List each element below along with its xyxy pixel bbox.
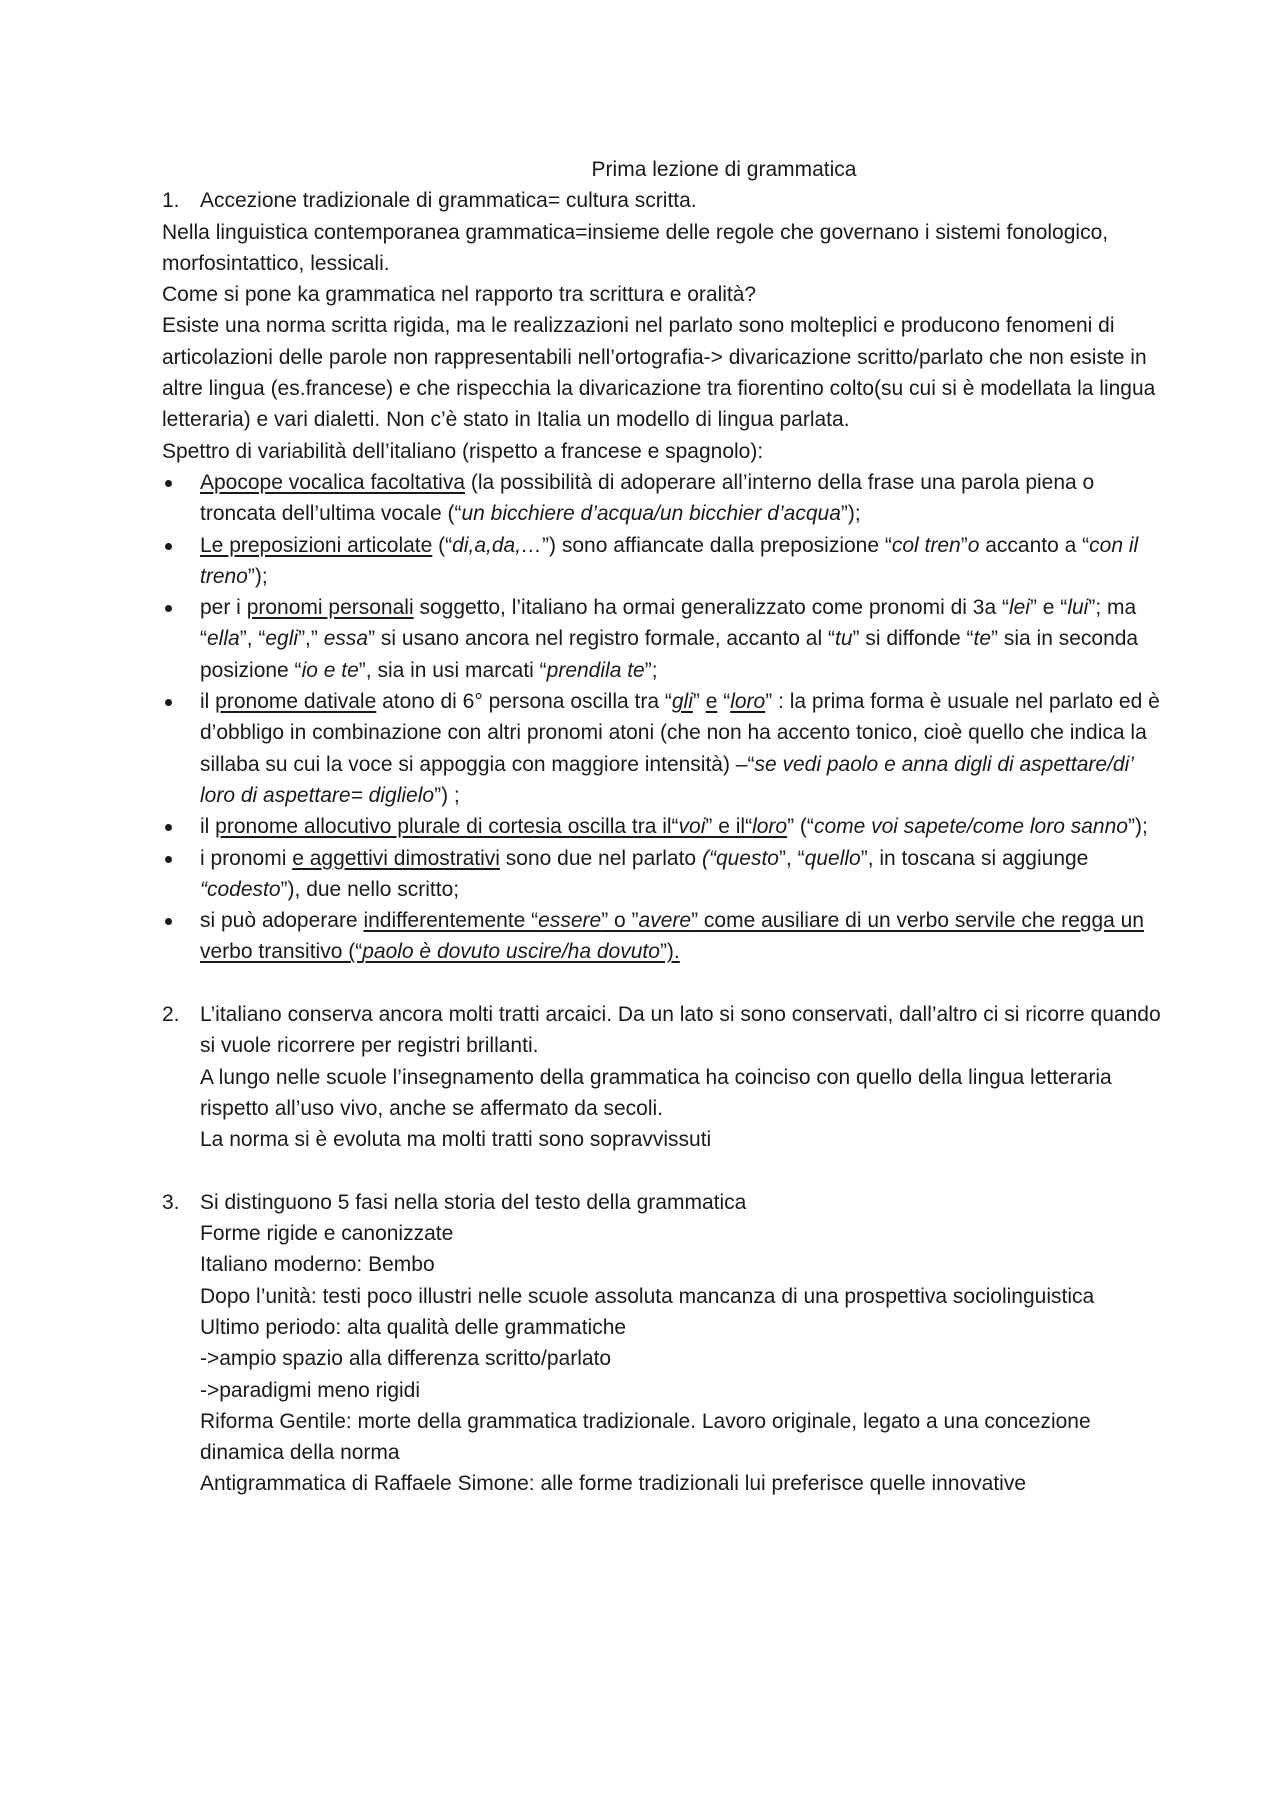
phase-line: Riforma Gentile: morte della grammatica tradizionale. Lavoro originale, legato a una concezione dinamica della norma — [200, 1409, 1091, 1465]
text-run: ” e “ — [1029, 596, 1068, 620]
phase-line: Ultimo periodo: alta qualità delle grammatiche — [200, 1315, 627, 1339]
underlined-term: ” e il“ — [705, 815, 753, 839]
underlined-italic-term: essere — [538, 909, 602, 933]
underlined-italic-example: paolo è dovuto uscire/ha dovuto — [362, 940, 660, 964]
text-run: atono di 6° persona oscilla tra “ — [376, 690, 672, 714]
text-run: si può adoperare — [200, 909, 364, 933]
bullet-icon — [162, 592, 200, 686]
text-run: ”,” — [298, 627, 324, 651]
italic-example: con il treno — [200, 533, 1139, 588]
text-run: ” — [692, 690, 706, 714]
bullet-icon — [162, 467, 200, 530]
underlined-term: Le preposizioni articolate — [200, 533, 433, 557]
text-run: i pronomi — [200, 846, 293, 870]
list-item — [162, 905, 1162, 968]
document-title: Prima lezione di grammatica — [591, 158, 857, 181]
italic-example: di,a,da,… — [452, 533, 543, 557]
underlined-term: pronome dativale — [215, 690, 377, 714]
italic-example: io e te — [301, 658, 359, 682]
phase-line: Forme rigide e canonizzate — [200, 1222, 454, 1246]
underlined-italic-term: loro — [730, 690, 766, 714]
list-item — [162, 467, 1162, 530]
bullet-icon — [162, 843, 200, 906]
phase-line: Dopo l’unità: testi poco illustri nelle scuole assoluta mancanza di una prospettiva sociolinguistica — [200, 1284, 1095, 1308]
paragraph: Esiste una norma scritta rigida, ma le realizzazioni nel parlato sono molteplici e producono fenomeni di articolazioni delle parole non rappresentabili nell’ortografia-> divaricazione scritto/parlato che non esiste in altre lingua (es.francese) e che rispecchia la divaricazione tra fiorentino colto(su cui si è modellata la lingua letteraria) e vari dialetti. Non c’è stato in Italia un modello di lingua parlata. — [162, 314, 1156, 432]
text-run: ” : la prima forma è usuale nel parlato ed è d’obbligo in combinazione con altri pronomi atoni (che non ha accento tonico, cioè quello che indica la sillaba su cui la voce si appoggia con maggiore intensità) –“ — [200, 690, 1160, 776]
italic-example: se vedi paolo e anna digli di aspettare/di’ loro di aspettare= diglielo — [200, 752, 1133, 807]
bullet-icon — [162, 686, 200, 811]
italic-example: quello — [804, 846, 861, 870]
italic-example: (“questo — [701, 846, 779, 870]
text-run: ”, sia in usi marcati “ — [358, 658, 547, 682]
list-item — [162, 592, 1162, 686]
paragraph: Nella linguistica contemporanea grammatica=insieme delle regole che governano i sistemi fonologico, morfosintattico, lessicali. — [162, 220, 1109, 275]
italic-example: o — [967, 533, 980, 557]
spacer — [162, 968, 1162, 999]
text-run: “ — [717, 690, 731, 714]
section-heading-text: Accezione tradizionale di grammatica= cultura scritta. — [200, 189, 697, 213]
section-2 — [162, 999, 1162, 1155]
text-run: ”); — [1127, 815, 1148, 839]
phase-line: Si distinguono 5 fasi nella storia del testo della grammatica — [200, 1190, 747, 1214]
underlined-italic-term: gli — [671, 690, 693, 714]
italic-example: come voi sapete/come loro sanno — [813, 815, 1128, 839]
phase-line: Italiano moderno: Bembo — [200, 1253, 435, 1277]
underlined-italic-term: avere — [638, 909, 692, 933]
list-item — [162, 811, 1162, 842]
text-run: ”) ; — [434, 783, 460, 807]
underlined-term: e aggettivi dimostrativi — [292, 846, 500, 870]
underlined-term: Apocope vocalica facoltativa — [200, 470, 465, 494]
text-run: sono due nel parlato — [499, 846, 702, 870]
italic-example: egli — [265, 627, 299, 651]
paragraph: Spettro di variabilità dell’italiano (rispetto a francese e spagnolo): — [162, 439, 764, 463]
list-item — [162, 686, 1162, 811]
underlined-term: ” o ” — [601, 909, 639, 933]
section-number: 2. — [162, 1003, 180, 1027]
italic-example: col tren — [891, 533, 961, 557]
text-run: ”; — [644, 658, 658, 682]
text-run: ”, in toscana si aggiunge — [860, 846, 1089, 870]
underlined-text-run: ”). — [659, 940, 680, 964]
phase-line: Antigrammatica di Raffaele Simone: alle forme tradizionali lui preferisce quelle innovative — [200, 1472, 1027, 1496]
section-number: 1. — [162, 189, 180, 213]
italic-example: ella — [207, 627, 240, 651]
phase-line: ->paradigmi meno rigidi — [200, 1378, 421, 1402]
italic-example: essa — [323, 627, 369, 651]
section-number: 3. — [162, 1190, 180, 1214]
text-run: soggetto, l’italiano ha ormai generalizzato come pronomi di 3a “ — [413, 596, 1009, 620]
text-run: per i — [200, 596, 247, 620]
text-run: (la possibilità di adoperare all’interno della frase una parola piena o troncata dell’ultima vocale (“ — [200, 470, 1095, 526]
text-run: ”; ma “ — [200, 596, 1137, 651]
paragraph: Come si pone ka grammatica nel rapporto tra scrittura e oralità? — [162, 283, 757, 307]
bullet-icon — [162, 811, 200, 842]
italic-example: te — [973, 627, 992, 651]
section-1-heading — [162, 185, 1162, 216]
list-item — [162, 843, 1162, 906]
underlined-italic-term: voi — [678, 815, 706, 839]
underlined-term: pronomi personali — [246, 596, 414, 620]
text-run: ”); — [247, 564, 268, 588]
text-run: ” si diffonde “ — [852, 627, 974, 651]
underlined-italic-term: loro — [752, 815, 788, 839]
text-run: ”) sono affiancate dalla preposizione “ — [542, 533, 892, 557]
italic-example: tu — [834, 627, 853, 651]
underlined-term: e — [705, 690, 718, 714]
underlined-term: ” come ausiliare — [691, 909, 846, 933]
text-run: ”); — [840, 502, 861, 526]
text-run: (“ — [432, 533, 453, 557]
list-item — [162, 530, 1162, 593]
paragraph: L’italiano conserva ancora molti tratti arcaici. Da un lato si sono conservati, dall’altro ci si ricorre quando si vuole ricorrere per registri brillanti. — [200, 1003, 1161, 1058]
italic-example: “codesto — [200, 877, 281, 901]
bullet-icon — [162, 530, 200, 593]
text-run: ”, “ — [779, 846, 805, 870]
section-3 — [162, 1187, 1162, 1500]
text-run: ” — [960, 533, 968, 557]
italic-example: un bicchiere d’acqua/un bicchier d’acqua — [461, 502, 841, 526]
text-run: ” si usano ancora nel registro formale, accanto al “ — [368, 627, 835, 651]
phase-line: ->ampio spazio alla differenza scritto/parlato — [200, 1347, 612, 1371]
underlined-text-run: di un verbo servile che regga un verbo transitivo (“ — [200, 909, 1144, 964]
bullet-icon — [162, 905, 200, 968]
document-body — [162, 154, 1162, 1500]
italic-example: lui — [1067, 596, 1089, 620]
text-run: ” sia in seconda posizione “ — [200, 627, 1139, 682]
text-run: accanto a “ — [979, 533, 1090, 557]
paragraph: A lungo nelle scuole l’insegnamento della grammatica ha coinciso con quello della lingua letteraria rispetto all’uso vivo, anche se affermato da secoli. — [200, 1065, 1112, 1120]
paragraph: La norma si è evoluta ma molti tratti sono sopravvissuti — [200, 1128, 712, 1152]
text-run: il — [200, 690, 216, 714]
text-run: il — [200, 815, 216, 839]
italic-example: lei — [1008, 596, 1030, 620]
underlined-term: pronome allocutivo plurale di cortesia oscilla tra il“ — [215, 815, 679, 839]
text-run: ”), due nello scritto; — [280, 877, 460, 901]
text-run: ”, “ — [239, 627, 266, 651]
bullet-list — [162, 467, 1162, 968]
underlined-term: indifferentemente “ — [363, 909, 539, 933]
text-run: ” (“ — [787, 815, 814, 839]
italic-example: prendila te — [546, 658, 645, 682]
spacer — [162, 1156, 1162, 1187]
